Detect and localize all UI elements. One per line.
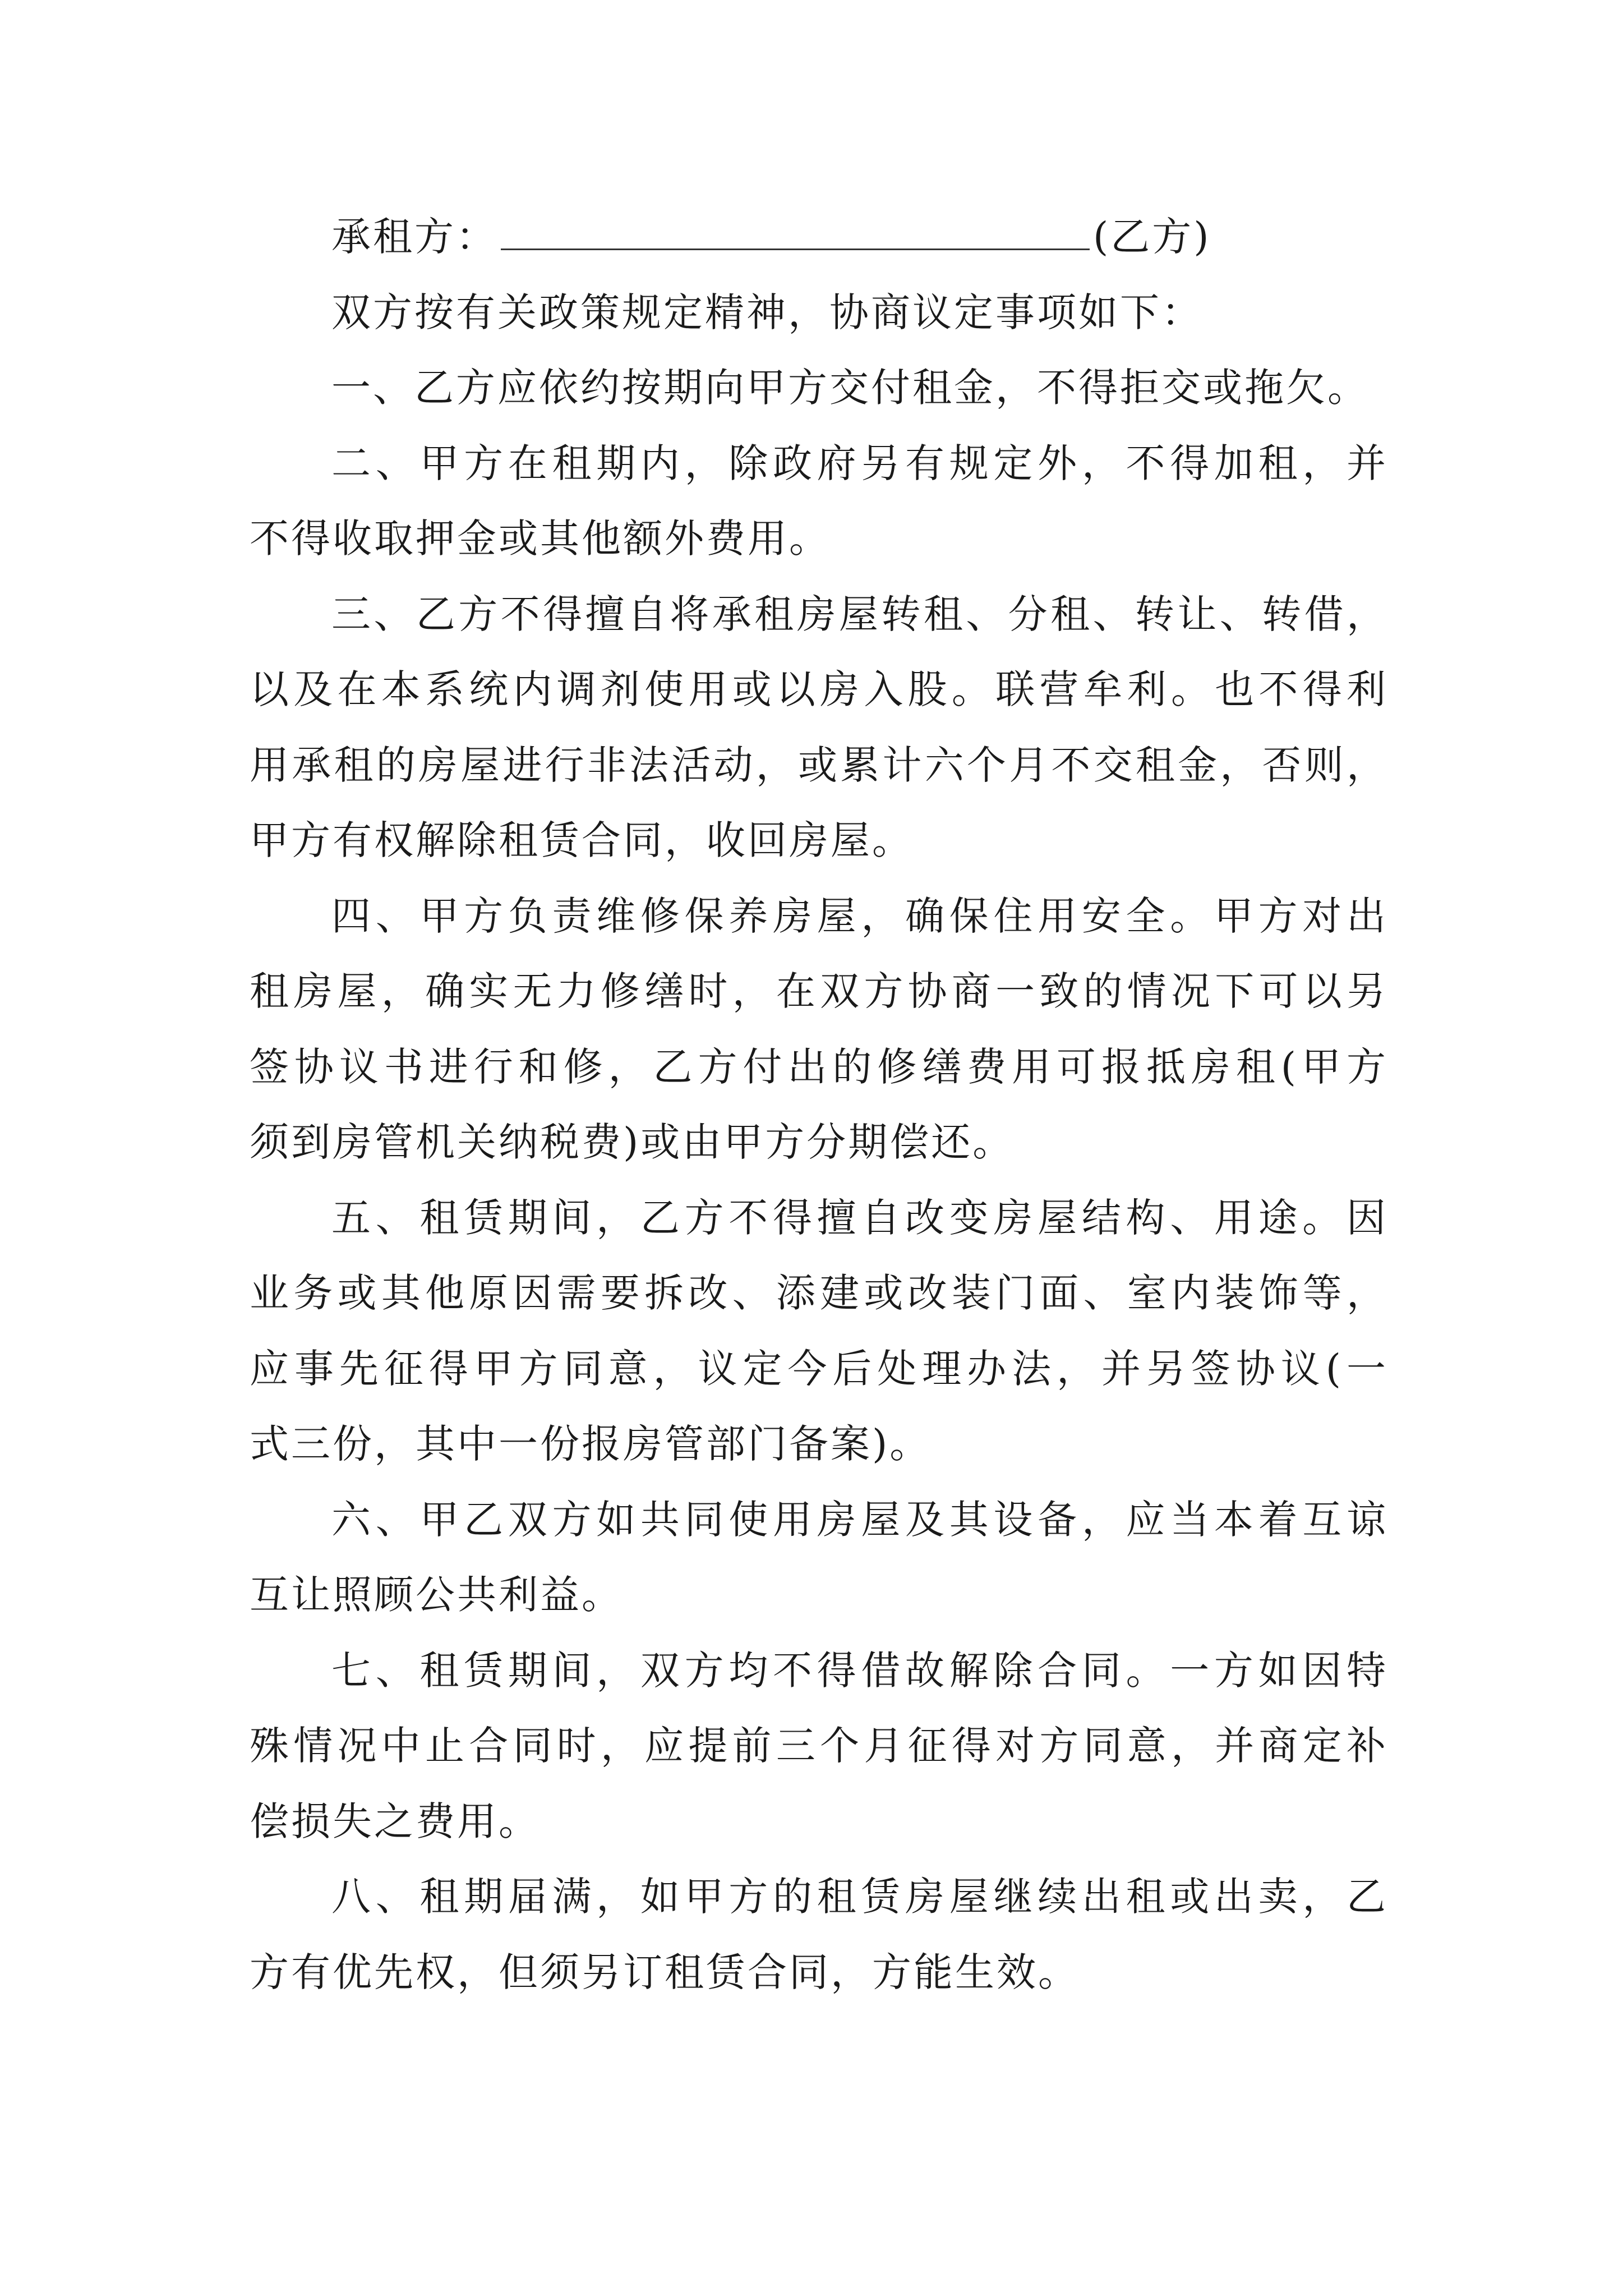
clause-7-line-1: 七、租赁期间，双方均不得借故解除合同。一方如因特: [331, 1647, 1388, 1694]
clause-5-line-1: 五、租赁期间，乙方不得擅自改变房屋结构、用途。因: [331, 1194, 1388, 1241]
clause-3-line-3: 用承租的房屋进行非法活动，或累计六个月不交租金，否则，: [250, 742, 1388, 788]
lessee-suffix: (乙方): [1093, 214, 1211, 260]
intro-line: 双方按有关政策规定精神，协商议定事项如下：: [331, 289, 1203, 335]
clause-2-line-1: 二、甲方在租期内，除政府另有规定外，不得加租，并: [331, 440, 1388, 486]
contract-body: [250, 199, 1388, 2010]
clause-7-line-2: 殊情况中止合同时，应提前三个月征得对方同意，并商定补: [250, 1723, 1388, 1769]
clause-5-line-4: 式三份，其中一份报房管部门备案)。: [250, 1421, 932, 1467]
clause-2-line-2: 不得收取押金或其他额外费用。: [250, 516, 831, 562]
clause-8-line-1: 八、租期届满，如甲方的租赁房屋继续出租或出卖，乙: [331, 1874, 1388, 1920]
clause-3-line-4: 甲方有权解除租赁合同，收回房屋。: [250, 817, 914, 863]
clause-5-line-2: 业务或其他原因需要拆改、添建或改装门面、室内装饰等，: [250, 1270, 1388, 1316]
clause-5-line-3: 应事先征得甲方同意，议定今后处理办法，并另签协议(一: [250, 1345, 1388, 1392]
clause-7-line-3: 偿损失之费用。: [250, 1798, 540, 1844]
clause-6-line-1: 六、甲乙双方如共同使用房屋及其设备，应当本着互谅: [331, 1496, 1388, 1543]
clause-4-line-2: 租房屋，确实无力修缮时，在双方协商一致的情况下可以另: [250, 968, 1388, 1014]
clause-4-line-3: 签协议书进行和修，乙方付出的修缮费用可报抵房租(甲方: [250, 1043, 1388, 1090]
clause-8-line-2: 方有优先权，但须另订租赁合同，方能生效。: [250, 1949, 1080, 1995]
clause-3-line-1: 三、乙方不得擅自将承租房屋转租、分租、转让、转借，: [331, 591, 1388, 637]
clause-1-line-1: 一、乙方应依约按期向甲方交付租金，不得拒交或拖欠。: [331, 365, 1369, 411]
clause-3-line-2: 以及在本系统内调剂使用或以房入股。联营牟利。也不得利: [250, 666, 1388, 712]
clause-6-line-2: 互让照顾公共利益。: [250, 1572, 623, 1618]
lessee-blank-field[interactable]: [501, 245, 1090, 250]
clause-4-line-1: 四、甲方负责维修保养房屋，确保住用安全。甲方对出: [331, 892, 1388, 939]
lessee-line: [250, 199, 1388, 275]
lessee-label: 承租方：: [331, 214, 497, 260]
clause-4-line-4: 须到房管机关纳税费)或由甲方分期偿还。: [250, 1119, 1015, 1165]
